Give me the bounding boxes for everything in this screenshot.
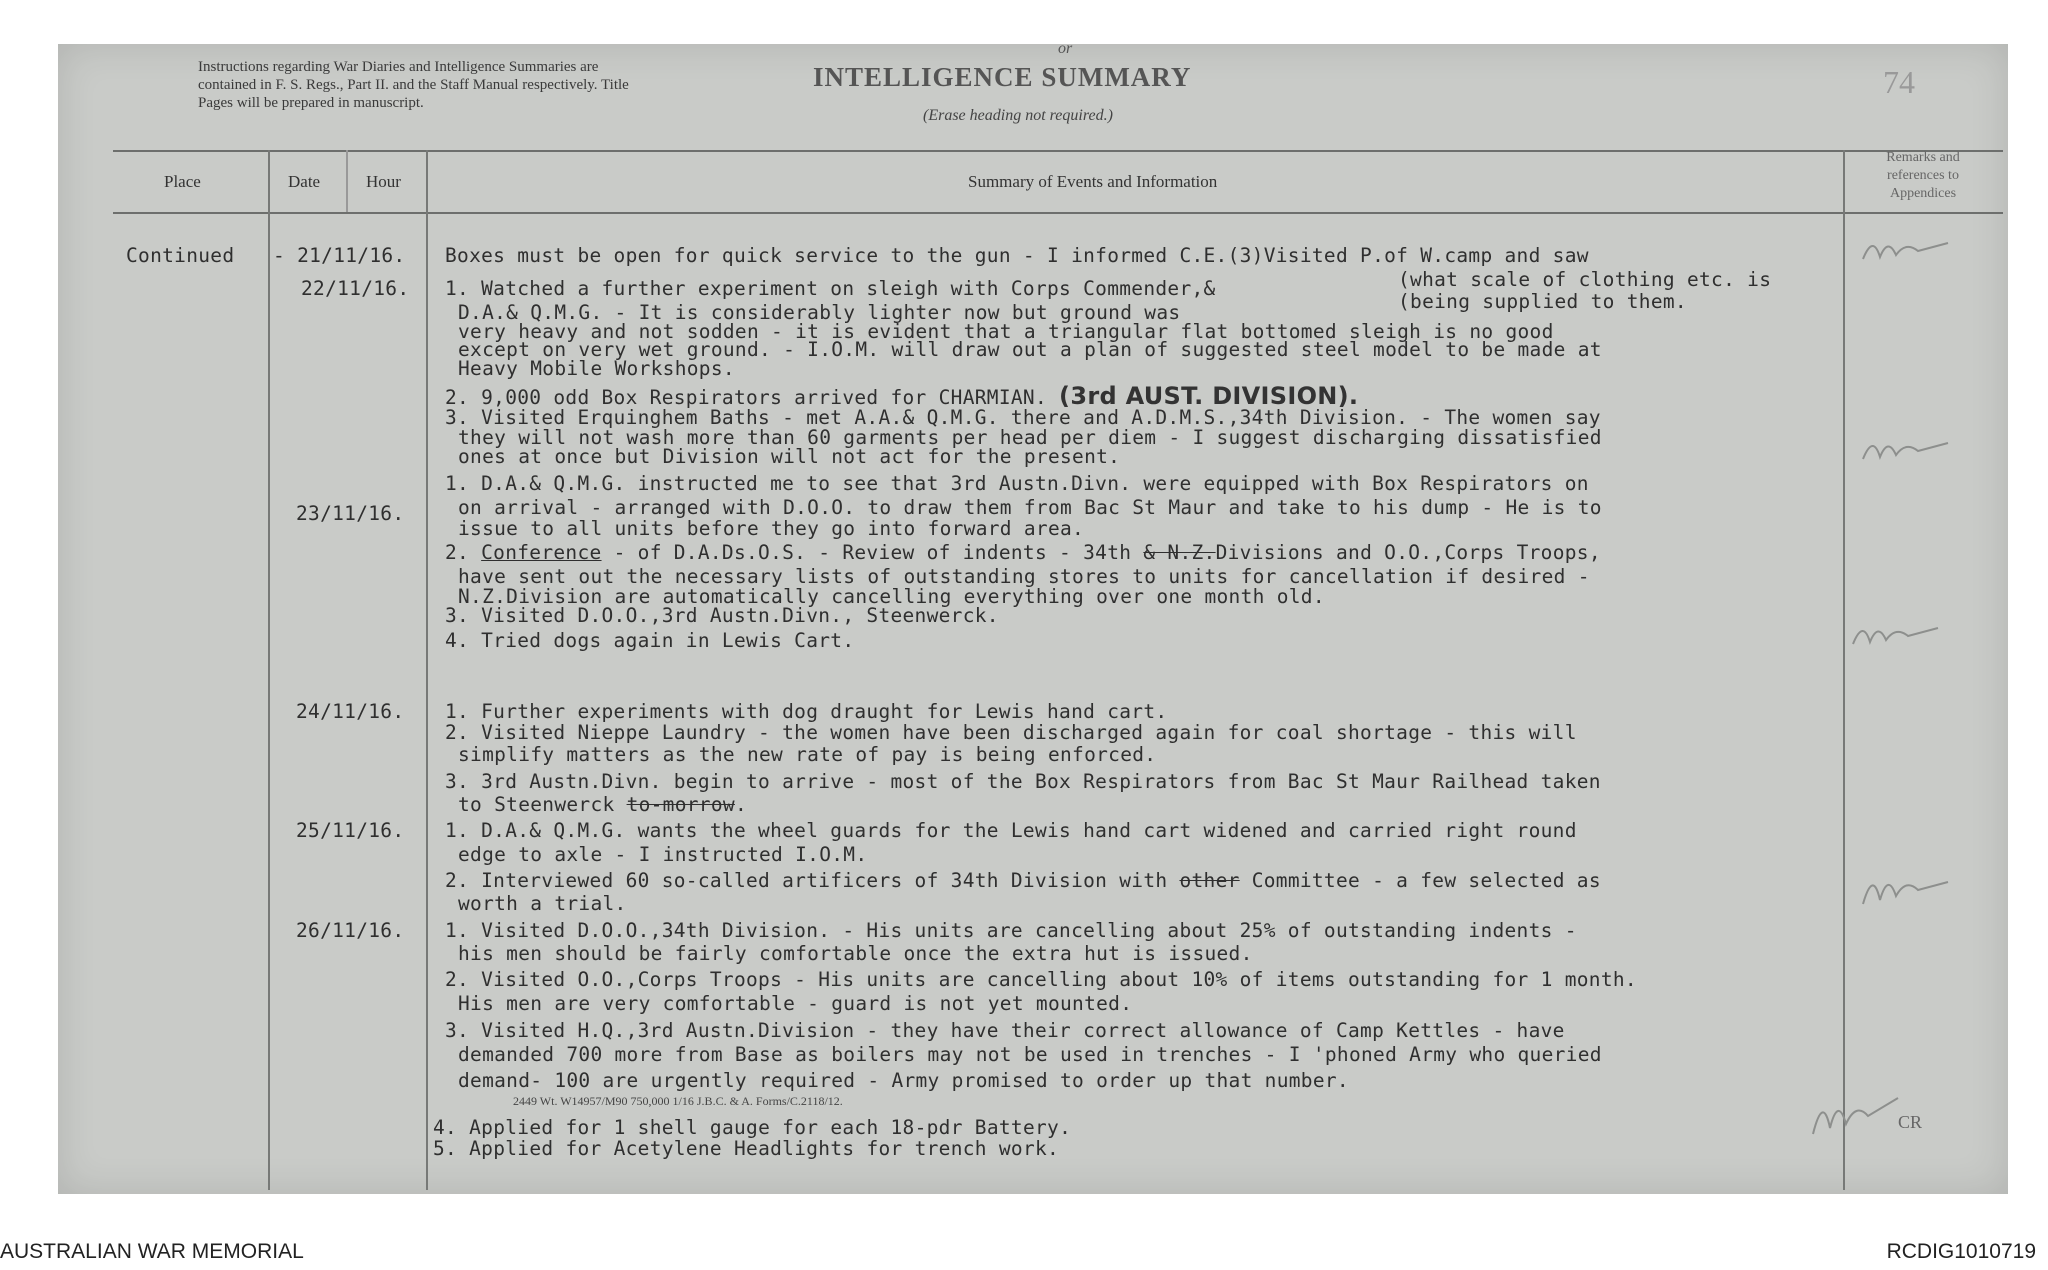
place-cell: Continued — [126, 244, 235, 267]
entry-line: 2. Interviewed 60 so-called artificers of 34th Division with other Committee - a few selected as — [445, 869, 1601, 892]
entry-line: worth a trial. — [458, 892, 627, 915]
or-label: or — [1058, 40, 1073, 57]
entry-line: 1. Visited D.O.O.,34th Division. - His units are cancelling about 25% of outstanding indents - — [445, 919, 1577, 942]
entry-line: demanded 700 more from Base as boilers may not be used in trenches - I 'phoned Army who queried — [458, 1043, 1602, 1066]
entry-line: issue to all units before they go into forward area. — [458, 517, 1085, 540]
hour-summary-divider — [426, 150, 428, 1190]
entry-line: 2. Visited Nieppe Laundry - the women have been discharged again for coal shortage - this will — [445, 721, 1577, 744]
column-hour: Hour — [366, 172, 401, 191]
entry-line: 2. Conference - of D.A.Ds.O.S. - Review of indents - 34th & N.Z.Divisions and O.O.,Corps Troops, — [445, 541, 1601, 564]
forms-print-line: 2449 Wt. W14957/M90 750,000 1/16 J.B.C. & A. Forms/C.2118/12. — [513, 1094, 843, 1108]
entry-line: simplify matters as the new rate of pay is being enforced. — [458, 743, 1157, 766]
column-date: Date — [288, 172, 321, 191]
instructions-note: Instructions regarding War Diaries and Intelligence Summaries are contained in F. S. Regs., Part II. and the Staff Manual respectively. Title Pages will be prepared in manuscript. — [198, 59, 629, 111]
cr-mark: CR — [1898, 1112, 1923, 1132]
entry-line: 1. D.A.& Q.M.G. instructed me to see that 3rd Austn.Divn. were equipped with Box Respirators on — [445, 472, 1589, 495]
diary-sheet — [58, 40, 2008, 1194]
date-24: 24/11/16. — [296, 700, 405, 723]
entry-line: demand- 100 are urgently required - Army promised to order up that number. — [458, 1069, 1349, 1092]
entry-line: His men are very comfortable - guard is not yet mounted. — [458, 992, 1133, 1015]
entry-line: 3. 3rd Austn.Divn. begin to arrive - most of the Box Respirators from Bac St Maur Railhead taken — [445, 770, 1601, 793]
page-title: INTELLIGENCE SUMMARY — [813, 62, 1192, 92]
column-place: Place — [164, 172, 201, 191]
header-bottom-rule — [113, 212, 2003, 214]
entry-line: 5. Applied for Acetylene Headlights for trench work. — [433, 1137, 1060, 1160]
entry-line: they will not wash more than 60 garments per head per diem - I suggest discharging dissatisfied — [458, 426, 1602, 449]
entry-line: Heavy Mobile Workshops. — [458, 357, 735, 380]
entry-line: ones at once but Division will not act for the present. — [458, 445, 1121, 468]
date-26: 26/11/16. — [296, 919, 405, 942]
entry-line: Boxes must be open for quick service to the gun - I informed C.E.(3)Visited P.of W.camp and saw — [445, 244, 1589, 267]
column-summary: Summary of Events and Information — [968, 172, 1218, 191]
initials-signature — [1858, 864, 1958, 914]
entry-line: 3. Visited H.Q.,3rd Austn.Division - they have their correct allowance of Camp Kettles - have — [445, 1019, 1565, 1042]
entry-line: (what scale of clothing etc. is — [1398, 268, 1772, 291]
date-hour-divider — [346, 150, 348, 212]
initials-signature — [1808, 1084, 1908, 1144]
initials-signature — [1858, 229, 1958, 269]
page-number: 74 — [1883, 64, 1915, 100]
entry-line: 3. Visited D.O.O.,3rd Austn.Divn., Steenwerck. — [445, 604, 999, 627]
place-date-divider — [268, 150, 270, 1190]
entry-line: edge to axle - I instructed I.O.M. — [458, 843, 868, 866]
entry-line: 3. Visited Erquinghem Baths - met A.A.& Q.M.G. there and A.D.M.S.,34th Division. - The women say — [445, 406, 1601, 429]
date-21: - 21/11/16. — [273, 244, 406, 267]
summary-remarks-divider — [1843, 150, 1845, 1190]
entry-line: D.A.& Q.M.G. - It is considerably lighter now but ground was — [458, 301, 1181, 324]
entry-line: 1. D.A.& Q.M.G. wants the wheel guards for the Lewis hand cart widened and carried right round — [445, 819, 1577, 842]
entry-line: to Steenwerck to-morrow. — [458, 793, 747, 816]
entry-line: (being supplied to them. — [1398, 290, 1687, 313]
initials-signature — [1858, 429, 1958, 469]
entry-line: 2. 9,000 odd Box Respirators arrived for CHARMIAN. (3rd AUST. DIVISION). — [445, 382, 1359, 410]
erase-note: (Erase heading not required.) — [923, 107, 1113, 124]
entry-line: his men should be fairly comfortable once the extra hut is issued. — [458, 942, 1253, 965]
entry-line: very heavy and not sodden - it is evident that a triangular flat bottomed sleigh is no good — [458, 320, 1554, 343]
initials-signature — [1848, 614, 1948, 654]
entry-line: N.Z.Division are automatically cancelling everything over one month old. — [458, 585, 1325, 608]
entry-line: on arrival - arranged with D.O.O. to draw them from Bac St Maur and take to his dump - He is to — [458, 496, 1602, 519]
entry-line: 4. Tried dogs again in Lewis Cart. — [445, 629, 855, 652]
footer-source: AUSTRALIAN WAR MEMORIAL — [0, 1240, 304, 1263]
entry-line: 4. Applied for 1 shell gauge for each 18-pdr Battery. — [433, 1116, 1072, 1139]
date-22: 22/11/16. — [301, 277, 410, 300]
entry-line: have sent out the necessary lists of outstanding stores to units for cancellation if desired - — [458, 565, 1590, 588]
entry-line: 2. Visited O.O.,Corps Troops - His units are cancelling about 10% of items outstanding for 1 month. — [445, 968, 1637, 991]
entry-line: except on very wet ground. - I.O.M. will draw out a plan of suggested steel model to be made at — [458, 338, 1602, 361]
date-25: 25/11/16. — [296, 819, 405, 842]
date-23: 23/11/16. — [296, 502, 405, 525]
header-top-rule — [113, 150, 2003, 152]
handwritten-annotation: (3rd AUST. DIVISION). — [1059, 382, 1359, 410]
footer-id: RCDIG1010719 — [1886, 1240, 2036, 1263]
column-remarks: Remarks and references to Appendices — [1886, 150, 1960, 201]
entry-line: 1. Watched a further experiment on sleigh with Corps Commender,& — [445, 277, 1216, 300]
entry-line: 1. Further experiments with dog draught for Lewis hand cart. — [445, 700, 1168, 723]
